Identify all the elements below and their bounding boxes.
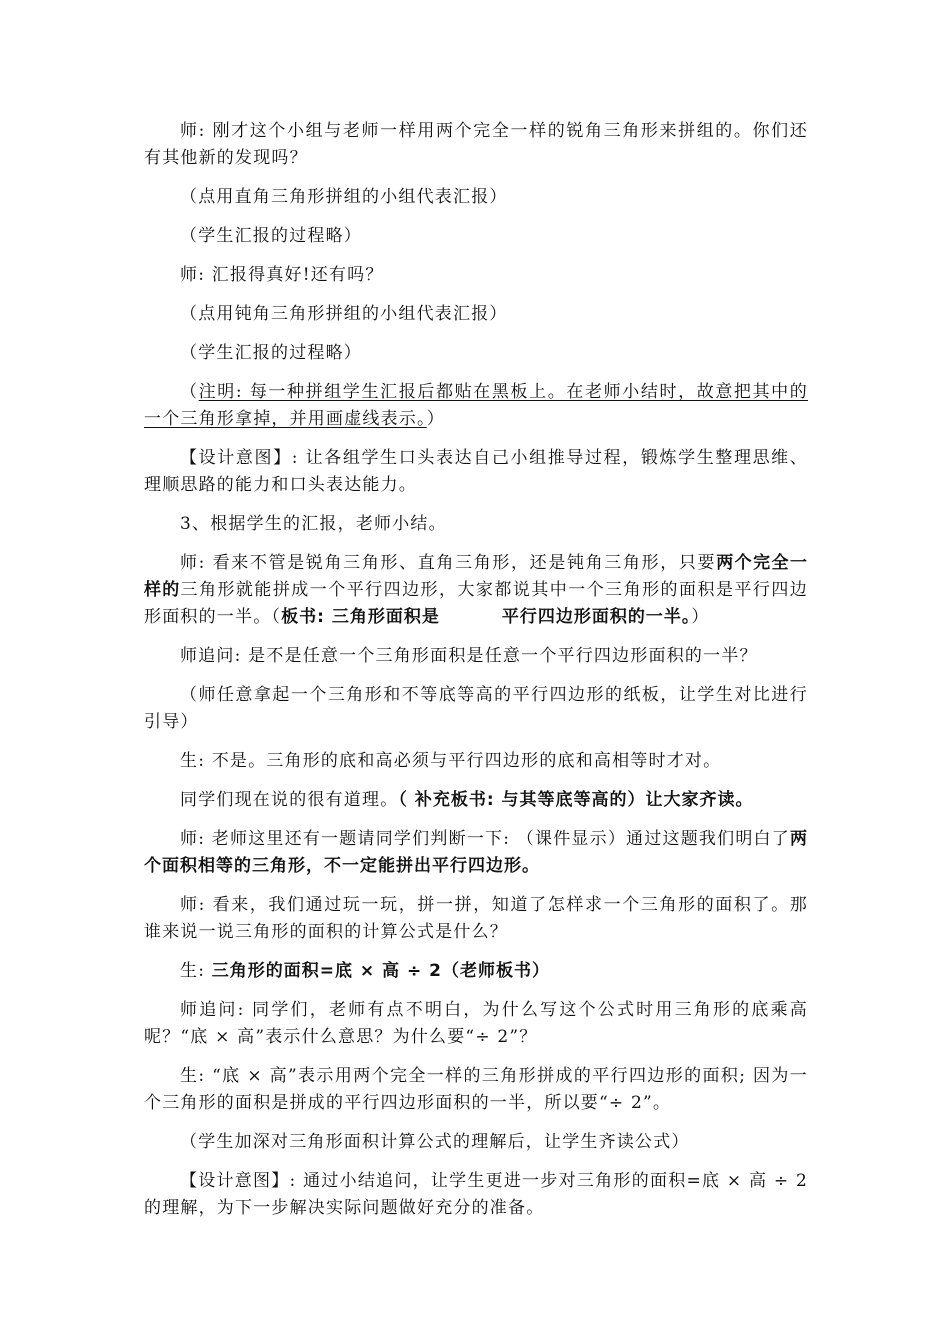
board-writing-part2: 平行四边形面积的一半。 — [501, 607, 692, 627]
paragraph-teacher-formula-question: 师: 看来，我们通过玩一玩，拼一拼，知道了怎样求一个三角形的面积了。那谁来说一说三角形的面积的计算公式是什么？ — [144, 895, 808, 942]
summary-text-a: 师: 看来不管是锐角三角形、直角三角形，还是钝角三角形，只要 — [180, 553, 717, 573]
paragraph-student-answer: 生: 不是。三角形的底和高必须与平行四边形的底和高相等时才对。 — [180, 751, 722, 771]
paragraph-reasoning — [144, 787, 808, 814]
summary-close: ） — [691, 607, 710, 627]
paragraph-note-reading: （学生加深对三角形面积计算公式的理解后，让学生齐读公式） — [180, 1132, 690, 1152]
judgement-bold: 两个面积相等的三角形，不一定能拼出平行四边形。 — [144, 829, 808, 876]
paragraph-teacher-followup-2: 师追问: 同学们，老师有点不明白，为什么写这个公式时用三角形的底乘高呢？“底 × 高”表示什么意思？为什么要“÷ 2”？ — [144, 1000, 808, 1047]
annotation-open: （ — [180, 382, 199, 402]
design-intent-text: : 让各组学生口头表达自己小组推导过程，锻炼学生整理思维、理顺思路的能力和口头表达能力。 — [144, 448, 809, 495]
paragraph-teacher-summary — [144, 550, 808, 631]
summary-text-b: 三角形就能拼成一个平行四边形，大家都说其中一个三角形的面积是平行四边形面积的一半。（ — [144, 580, 808, 627]
paragraph-annotation — [144, 379, 808, 433]
paragraph-student-formula — [144, 958, 808, 985]
paragraph-summary-heading: 3、根据学生的汇报，老师小结。 — [180, 514, 447, 534]
annotation-close: ） — [426, 409, 445, 429]
reasoning-text: 同学们现在说的很有道理。 — [180, 790, 399, 810]
paragraph-note-obtuse-triangle: （点用钝角三角形拼组的小组代表汇报） — [180, 304, 508, 324]
reasoning-bold: （ 补充板书: 与其等底等高的）让大家齐读。 — [398, 790, 754, 810]
paragraph-design-intent-2 — [144, 1168, 808, 1222]
design-intent-label-2: 【设计意图】 — [180, 1171, 290, 1191]
formula-bold: 三角形的面积=底 × 高 ÷ 2（老师板书） — [211, 961, 550, 981]
formula-prefix: 生: — [180, 961, 212, 981]
design-intent-label: 【设计意图】 — [180, 448, 292, 468]
paragraph-note-right-triangle: （点用直角三角形拼组的小组代表汇报） — [180, 187, 508, 207]
paragraph-teacher-followup: 师追问: 是不是任意一个三角形面积是任意一个平行四边形面积的一半？ — [180, 646, 758, 666]
paragraph-note-comparison: （师任意拿起一个三角形和不等底等高的平行四边形的纸板，让学生对比进行引导） — [144, 685, 808, 732]
paragraph-note-omitted-2: （学生汇报的过程略） — [180, 343, 362, 363]
paragraph-teacher-judgement — [144, 826, 808, 880]
annotation-underlined-text: 注明: 每一种拼组学生汇报后都贴在黑板上。在老师小结时，故意把其中的一个三角形拿掉，并用画虚线表示。 — [144, 382, 808, 429]
summary-bold-identical: 两个完全一样的 — [144, 553, 809, 600]
paragraph-teacher-question: 师: 刚才这个小组与老师一样用两个完全一样的锐角三角形来拼组的。你们还有其他新的发现吗？ — [144, 121, 808, 168]
document-page — [144, 118, 808, 1222]
paragraph-design-intent-1 — [144, 445, 808, 499]
judgement-text: 师: 老师这里还有一题请同学们判断一下: （课件显示）通过这题我们明白了 — [180, 829, 790, 849]
board-writing-part1: 板书: 三角形面积是 — [281, 607, 440, 627]
paragraph-note-omitted-1: （学生汇报的过程略） — [180, 226, 362, 246]
design-intent-text-2: : 通过小结追问，让学生更进一步对三角形的面积=底 × 高 ÷ 2 的理解，为下一步解决实际问题做好充分的准备。 — [144, 1171, 808, 1218]
paragraph-student-explanation: 生: “底 × 高”表示用两个完全一样的三角形拼成的平行四边形的面积; 因为一个三角形的面积是拼成的平行四边形面积的一半，所以要“÷ 2”。 — [144, 1066, 808, 1113]
paragraph-teacher-praise: 师: 汇报得真好!还有吗？ — [180, 265, 384, 285]
